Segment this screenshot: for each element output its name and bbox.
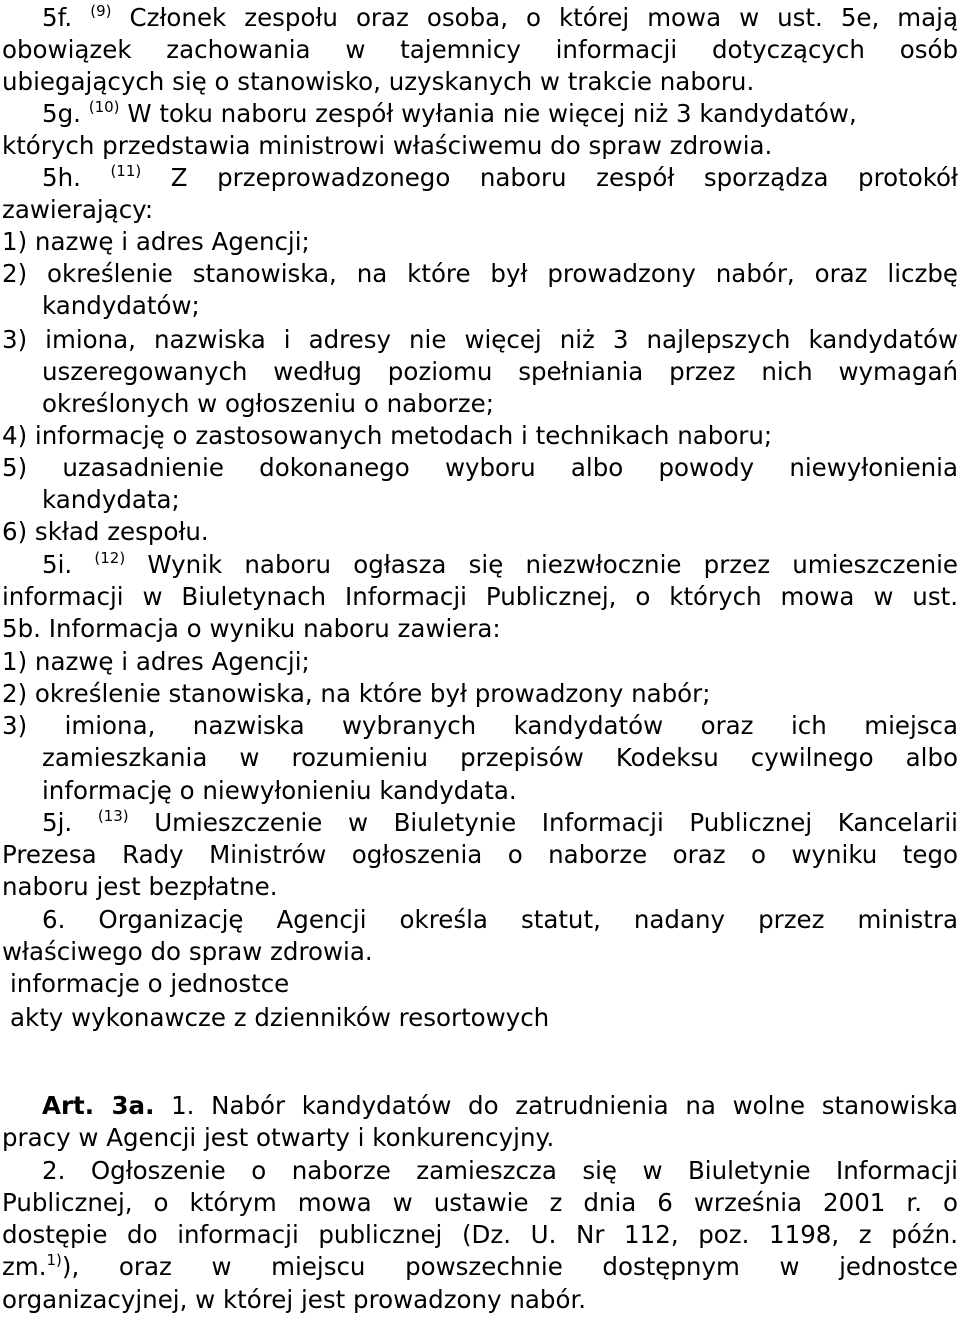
art-3a-line-2: pracy w Agencji jest otwarty i konkurencyjny. [2, 1123, 555, 1152]
section-5f-line-1 [42, 2, 958, 34]
footnote-ref: (12) [94, 549, 126, 567]
section-5i-line-1 [42, 549, 958, 581]
section-label: 5h. [42, 163, 81, 192]
art-3a-line-4: Publicznej, o którym mowa w ustawie z dnia 6 września 2001 r. o [2, 1188, 958, 1217]
section-5f-line-2: obowiązek zachowania w tajemnicy informacji dotyczących osób [2, 35, 958, 64]
art-3a-line-5: dostępie do informacji publicznej (Dz. U. Nr 112, poz. 1198, z późn. [2, 1220, 958, 1249]
footnote-ref: (9) [90, 2, 112, 20]
paragraph-text: 1. Nabór kandydatów do zatrudnienia na wolne stanowiska [171, 1091, 958, 1120]
paragraph-text: ), oraz w miejscu powszechnie dostępnym w jednostce [61, 1252, 958, 1281]
section-5i-line-3: 5b. Informacja o wyniku naboru zawiera: [2, 614, 501, 643]
section-6-line-2: właściwego do spraw zdrowia. [2, 937, 373, 966]
list-item-continuation: określonych w ogłoszeniu o naborze; [42, 389, 494, 418]
paragraph-text: Wynik naboru ogłasza się niezwłocznie przez umieszczenie [147, 550, 958, 579]
footnote-ref: (13) [97, 807, 129, 825]
section-5g-line-1 [42, 98, 958, 130]
list-item-continuation: zamieszkania w rozumieniu przepisów Kodeksu cywilnego albo [42, 743, 958, 772]
paragraph-text: Z przeprowadzonego naboru zespół sporządza protokół [170, 163, 958, 192]
list-item-continuation: kandydatów; [42, 291, 200, 320]
section-5j-line-2: Prezesa Rady Ministrów ogłoszenia o naborze oraz o wyniku tego [2, 840, 958, 869]
art-3a-line-7: organizacyjnej, w której jest prowadzony nabór. [2, 1285, 587, 1314]
section-6-line-1: 6. Organizację Agencji określa statut, nadany przez ministra [42, 905, 958, 934]
art-3a-line-6 [2, 1251, 958, 1283]
paragraph-text: zm. [2, 1252, 47, 1281]
section-5h-line-2: zawierający: [2, 195, 154, 224]
list-item: 3) imiona, nazwiska i adresy nie więcej niż 3 najlepszych kandydatów [2, 325, 958, 354]
list-item: 1) nazwę i adres Agencji; [2, 227, 310, 256]
footnote-ref: (10) [88, 98, 120, 116]
section-5g-line-2: których przedstawia ministrowi właściwemu do spraw zdrowia. [2, 131, 773, 160]
list-item-continuation: uszeregowanych według poziomu spełniania przez nich wymagań [42, 357, 958, 386]
unit-info-link[interactable]: informacje o jednostce [10, 969, 290, 998]
footnote-ref: 1) [46, 1251, 62, 1269]
paragraph-text: Umieszczenie w Biuletynie Informacji Publicznej Kancelarii [154, 808, 958, 837]
section-label: 5j. [42, 808, 73, 837]
section-5i-line-2: informacji w Biuletynach Informacji Publicznej, o których mowa w ust. [2, 582, 958, 611]
list-item: 3) imiona, nazwiska wybranych kandydatów oraz ich miejsca [2, 711, 958, 740]
section-label: 5f. [42, 3, 73, 32]
paragraph-text: Członek zespołu oraz osoba, o której mowa w ust. 5e, mają [129, 3, 958, 32]
footnote-ref: (11) [110, 162, 142, 180]
list-item: 4) informację o zastosowanych metodach i technikach naboru; [2, 421, 773, 450]
list-item: 2) określenie stanowiska, na które był prowadzony nabór; [2, 679, 711, 708]
list-item: 2) określenie stanowiska, na które był prowadzony nabór, oraz liczbę [2, 259, 958, 288]
section-5j-line-3: naboru jest bezpłatne. [2, 872, 278, 901]
art-3a-line-3: 2. Ogłoszenie o naborze zamieszcza się w Biuletynie Informacji [42, 1156, 958, 1185]
list-item-continuation: informację o niewyłonieniu kandydata. [42, 776, 517, 805]
list-item: 5) uzasadnienie dokonanego wyboru albo powody niewyłonienia [2, 453, 958, 482]
list-item: 6) skład zespołu. [2, 517, 209, 546]
section-label: 5i. [42, 550, 73, 579]
list-item: 1) nazwę i adres Agencji; [2, 647, 310, 676]
section-5h-line-1 [42, 162, 958, 194]
art-3a-line-1 [42, 1090, 958, 1122]
executive-acts-link[interactable]: akty wykonawcze z dzienników resortowych [10, 1003, 550, 1032]
paragraph-text: W toku naboru zespół wyłania nie więcej niż 3 kandydatów, [127, 99, 857, 128]
section-5j-line-1 [42, 807, 958, 839]
section-5f-line-3: ubiegających się o stanowisko, uzyskanych w trakcie naboru. [2, 67, 755, 96]
article-title: Art. 3a. [42, 1091, 155, 1120]
section-label: 5g. [42, 99, 81, 128]
list-item-continuation: kandydata; [42, 485, 180, 514]
